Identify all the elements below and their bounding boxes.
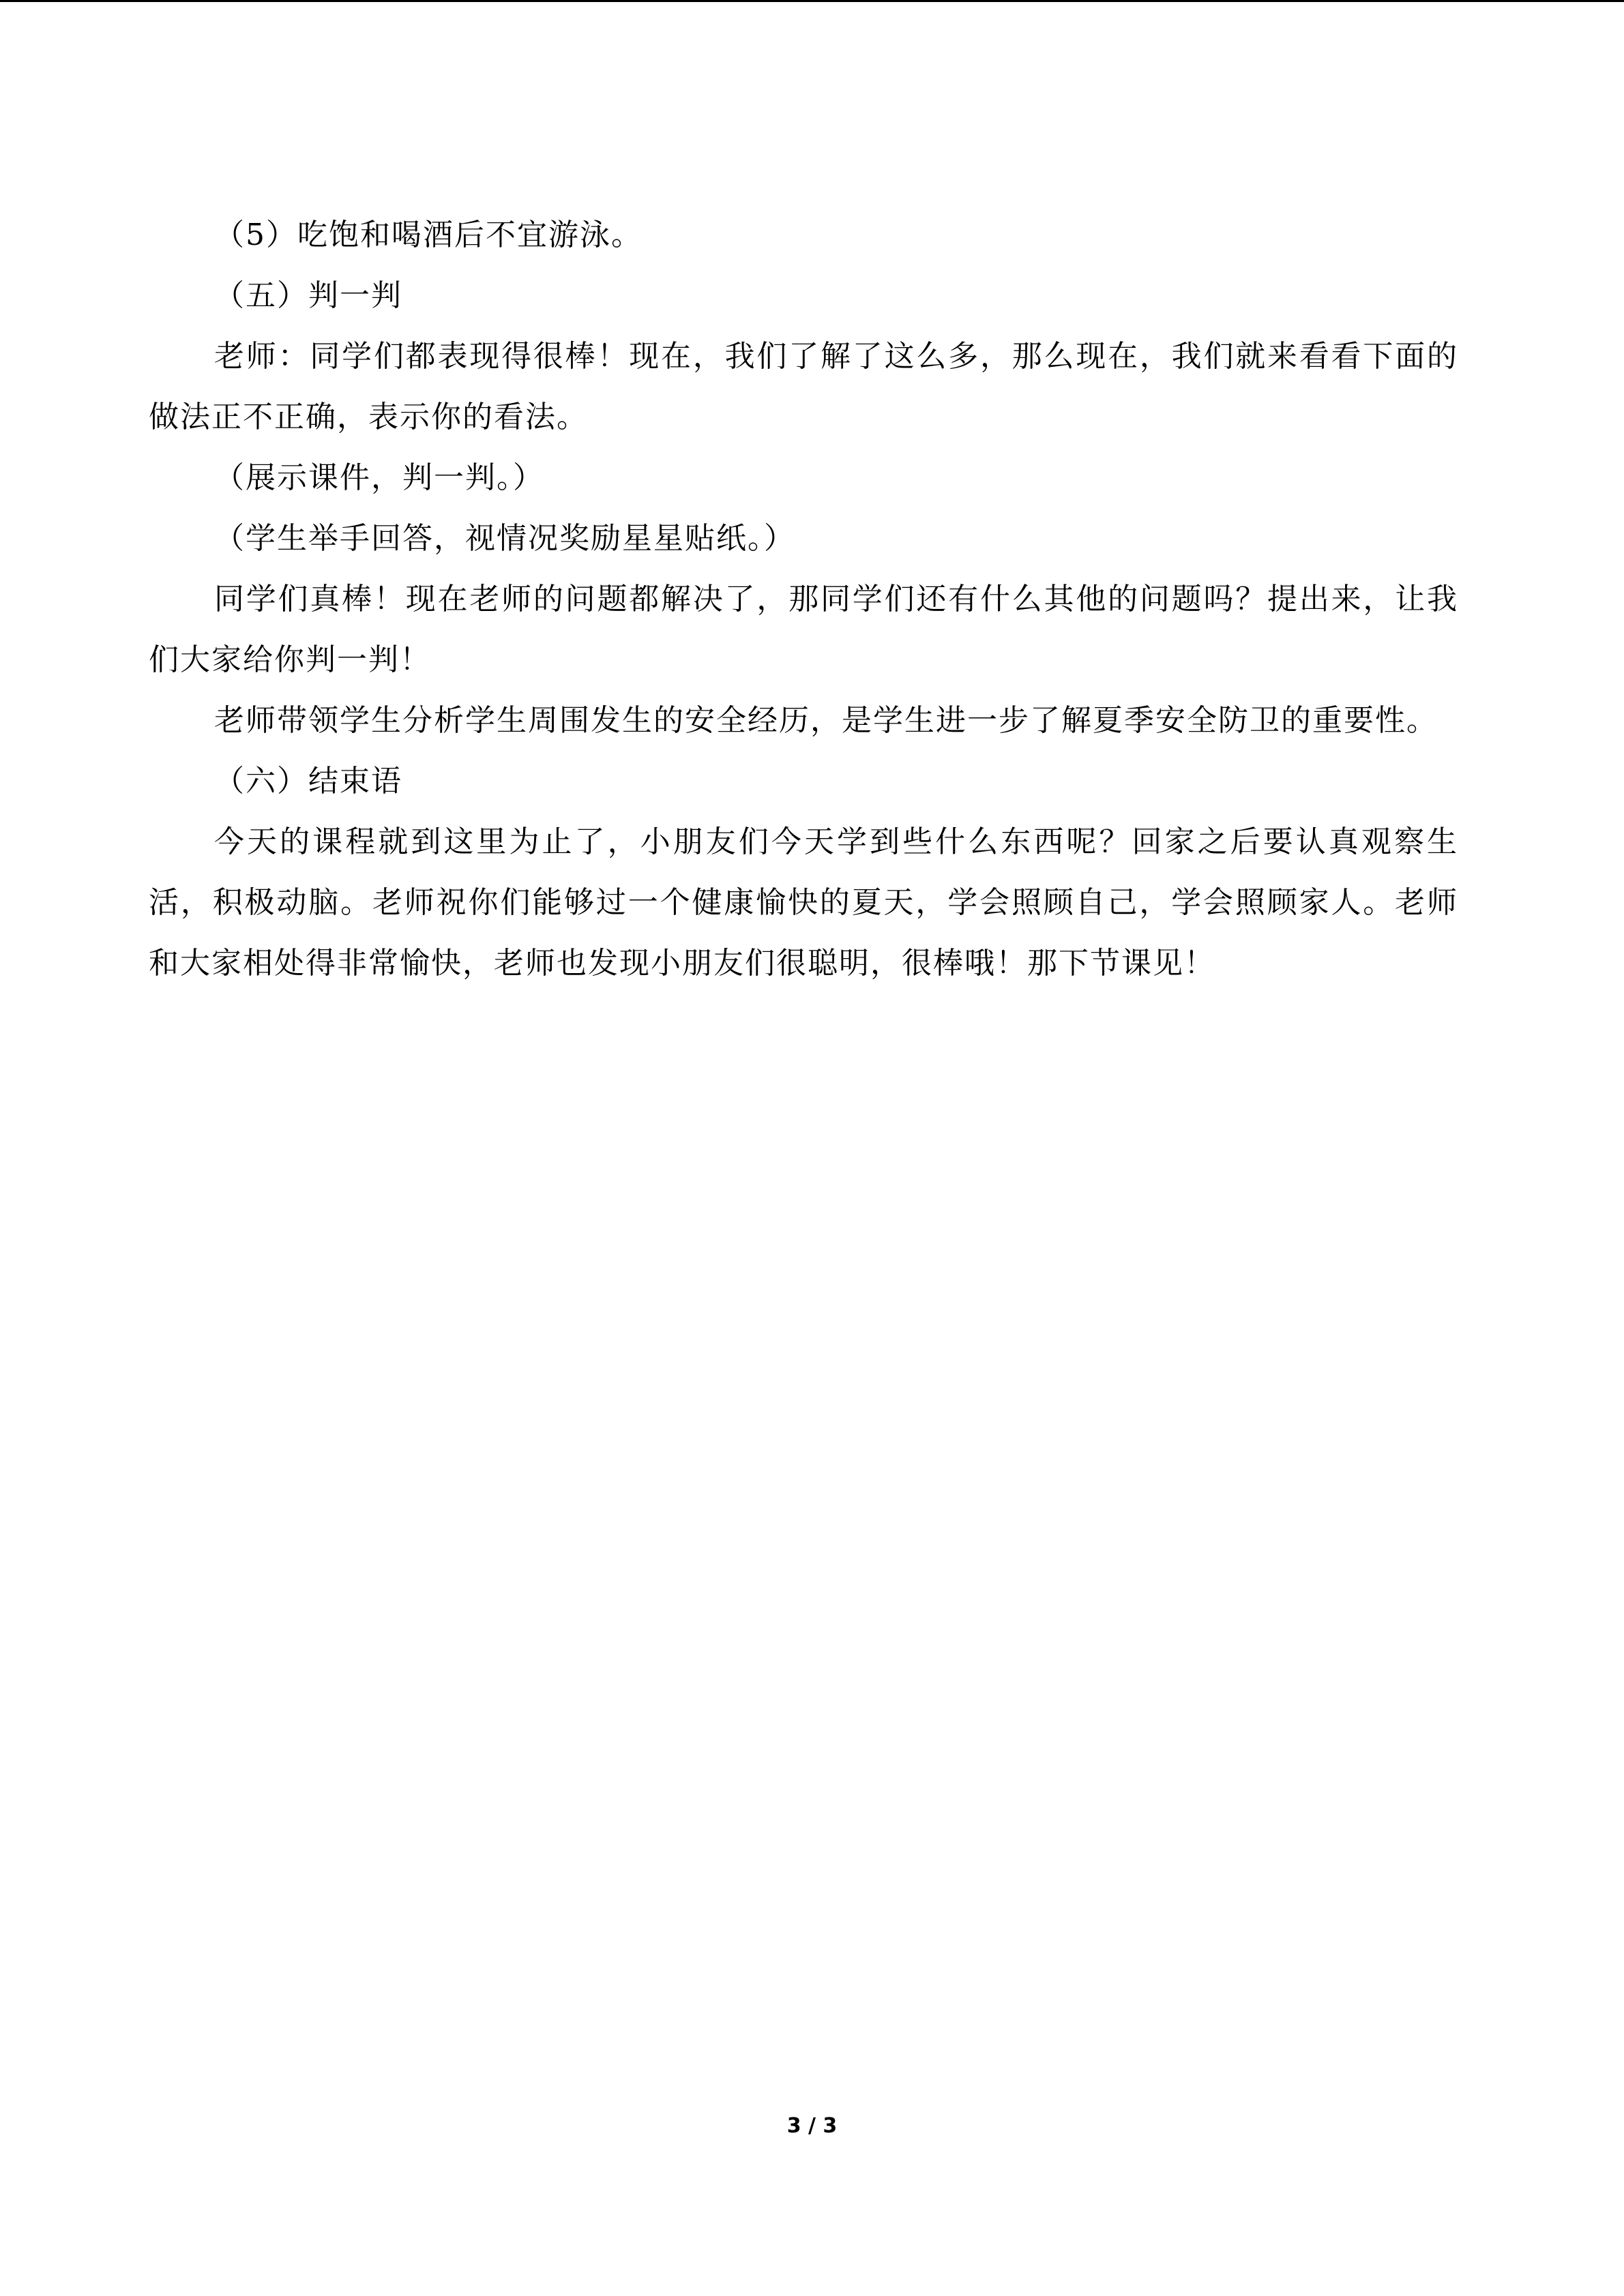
paragraph-show-slides: （展示课件，判一判。） [214, 460, 544, 495]
paragraph-closing-remarks: 今天的课程就到这里为止了，小朋友们今天学到些什么东西呢？回家之后要认真观察生活，积极动脑。老师祝你们能够过一个健康愉快的夏天，学会照顾自己，学会照顾家人。老师和大家相处得非常愉快，老师也发现小朋友们很聪明，很棒哦！那下节课见！ [149, 824, 1458, 981]
page-number: 3 / 3 [786, 2114, 838, 2138]
paragraph-other-questions: 同学们真棒！现在老师的问题都解决了，那同学们还有什么其他的问题吗？提出来，让我们大家给你判一判！ [149, 582, 1458, 677]
section-heading-closing: （六）结束语 [214, 764, 402, 799]
paragraph-students-answer: （学生举手回答，视情况奖励星星贴纸。） [214, 521, 795, 556]
paragraph-item-5: （5）吃饱和喝酒后不宜游泳。 [214, 218, 643, 252]
paragraph-teacher-intro: 老师：同学们都表现得很棒！现在，我们了解了这么多，那么现在，我们就来看看下面的做法正不正确，表示你的看法。 [149, 339, 1458, 434]
page-top-border [0, 0, 1624, 2]
paragraph-analysis: 老师带领学生分析学生周围发生的安全经历，是学生进一步了解夏季安全防卫的重要性。 [214, 703, 1438, 738]
document-body [149, 205, 1458, 994]
section-heading-judge: （五）判一判 [214, 278, 402, 313]
